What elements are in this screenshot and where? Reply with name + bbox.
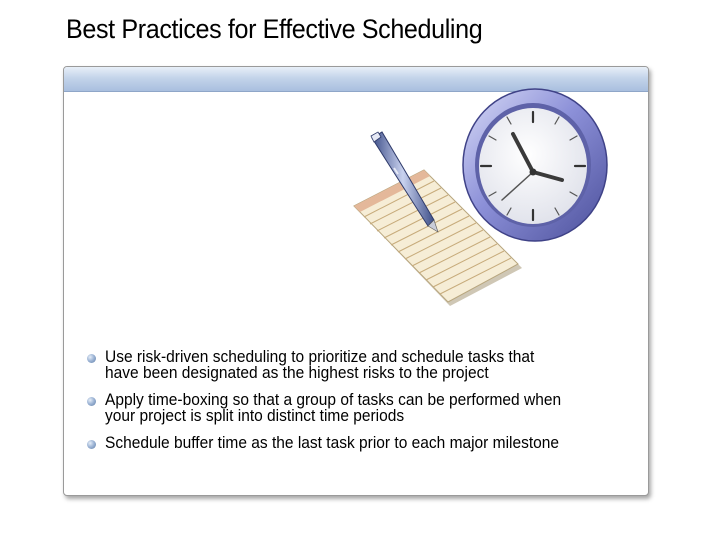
bullet-text-line: Use risk-driven scheduling to prioritize and schedule tasks that [105, 348, 535, 366]
bullet-list [86, 349, 646, 462]
bullet-item [86, 349, 646, 381]
bullet-text-line: Apply time-boxing so that a group of tasks can be performed when [105, 391, 562, 409]
bullet-text-line: your project is split into distinct time periods [105, 407, 405, 425]
bullet-text-line: Schedule buffer time as the last task prior to each major milestone [105, 434, 560, 452]
bullet-icon [87, 354, 96, 363]
clock-icon [463, 89, 607, 241]
bullet-icon [87, 397, 96, 406]
bullet-item [86, 435, 646, 451]
bullet-item [86, 392, 646, 424]
bullet-text-line: have been designated as the highest risks to the project [105, 364, 489, 382]
bullet-icon [87, 440, 96, 449]
slide-title: Best Practices for Effective Scheduling [66, 14, 483, 44]
scheduling-illustration [350, 76, 620, 306]
